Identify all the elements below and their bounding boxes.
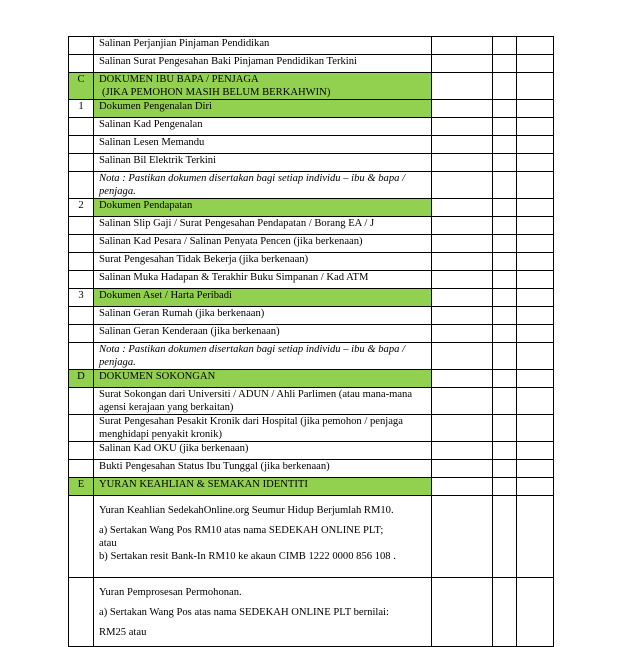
item-text: Salinan Geran Kenderaan (jika berkenaan) xyxy=(94,325,432,343)
fee-line: a) Sertakan Wang Pos RM10 atas nama SEDEKAH ONLINE PLT; xyxy=(99,525,384,536)
item-text: Bukti Pengesahan Status Ibu Tunggal (jika berkenaan) xyxy=(94,460,432,478)
check-col-a xyxy=(432,217,493,235)
check-col-a xyxy=(432,307,493,325)
check-col-c xyxy=(517,73,554,100)
check-col-b xyxy=(493,235,517,253)
row-number xyxy=(69,118,94,136)
row-number xyxy=(69,388,94,415)
check-col-a xyxy=(432,496,493,578)
row-number xyxy=(69,172,94,199)
row-number: 2 xyxy=(69,199,94,217)
check-col-b xyxy=(493,325,517,343)
check-col-a xyxy=(432,388,493,415)
check-col-c xyxy=(517,307,554,325)
check-col-a xyxy=(432,271,493,289)
table-row xyxy=(69,136,554,154)
item-text: Surat Pengesahan Pesakit Kronik dari Hospital (jika pemohon / penjaga menghidapi penyakit kronik) xyxy=(94,415,432,442)
table-row xyxy=(69,271,554,289)
table-row xyxy=(69,118,554,136)
fee-line: RM25 atau xyxy=(99,627,147,638)
row-number: E xyxy=(69,478,94,496)
check-col-b xyxy=(493,253,517,271)
row-number: 3 xyxy=(69,289,94,307)
fee-description xyxy=(94,578,432,647)
item-text: Salinan Bil Elektrik Terkini xyxy=(94,154,432,172)
check-col-b xyxy=(493,460,517,478)
check-col-b xyxy=(493,73,517,100)
check-col-a xyxy=(432,289,493,307)
check-col-c xyxy=(517,460,554,478)
table-row xyxy=(69,217,554,235)
check-col-c xyxy=(517,217,554,235)
check-col-c xyxy=(517,154,554,172)
row-number xyxy=(69,235,94,253)
check-col-c xyxy=(517,172,554,199)
table-row xyxy=(69,73,554,100)
note-text: Nota : Pastikan dokumen disertakan bagi setiap individu – ibu & bapa / penjaga. xyxy=(94,343,432,370)
check-col-b xyxy=(493,289,517,307)
item-text: Surat Sokongan dari Universiti / ADUN / Ahli Parlimen (atau mana-mana agensi kerajaan yang berkaitan) xyxy=(94,388,432,415)
fee-line: b) Sertakan resit Bank-In RM10 ke akaun CIMB 1222 0000 856 108 . xyxy=(99,551,396,562)
check-col-a xyxy=(432,100,493,118)
check-col-c xyxy=(517,136,554,154)
row-number xyxy=(69,496,94,578)
item-text: Salinan Kad Pesara / Salinan Penyata Pencen (jika berkenaan) xyxy=(94,235,432,253)
table-row xyxy=(69,199,554,217)
note-text: Nota : Pastikan dokumen disertakan bagi setiap individu – ibu & bapa / penjaga. xyxy=(94,172,432,199)
table-row xyxy=(69,388,554,415)
section-header: Dokumen Pendapatan xyxy=(94,199,432,217)
check-col-a xyxy=(432,136,493,154)
check-col-a xyxy=(432,172,493,199)
table-row xyxy=(69,578,554,647)
table-row xyxy=(69,55,554,73)
fee-line: Yuran Keahlian SedekahOnline.org Seumur Hidup Berjumlah RM10. xyxy=(99,505,394,516)
document-checklist-table xyxy=(68,36,554,647)
table-row xyxy=(69,235,554,253)
check-col-a xyxy=(432,37,493,55)
check-col-a xyxy=(432,343,493,370)
table-row xyxy=(69,37,554,55)
check-col-c xyxy=(517,271,554,289)
check-col-b xyxy=(493,370,517,388)
table-row xyxy=(69,442,554,460)
check-col-c xyxy=(517,100,554,118)
section-title: DOKUMEN IBU BAPA / PENJAGA xyxy=(99,74,259,85)
check-col-c xyxy=(517,235,554,253)
fee-description xyxy=(94,496,432,578)
check-col-c xyxy=(517,289,554,307)
check-col-a xyxy=(432,370,493,388)
row-number xyxy=(69,415,94,442)
item-text: Salinan Kad OKU (jika berkenaan) xyxy=(94,442,432,460)
check-col-c xyxy=(517,478,554,496)
row-number: C xyxy=(69,73,94,100)
check-col-b xyxy=(493,271,517,289)
check-col-a xyxy=(432,478,493,496)
row-number xyxy=(69,343,94,370)
table-row xyxy=(69,289,554,307)
section-subtitle: (JIKA PEMOHON MASIH BELUM BERKAHWIN) xyxy=(102,87,331,98)
section-header: Dokumen Pengenalan Diri xyxy=(94,100,432,118)
row-number xyxy=(69,37,94,55)
check-col-c xyxy=(517,496,554,578)
check-col-b xyxy=(493,307,517,325)
row-number xyxy=(69,578,94,647)
check-col-a xyxy=(432,154,493,172)
table-row xyxy=(69,100,554,118)
check-col-b xyxy=(493,37,517,55)
row-number xyxy=(69,136,94,154)
check-col-c xyxy=(517,388,554,415)
row-number xyxy=(69,55,94,73)
check-col-a xyxy=(432,55,493,73)
check-col-c xyxy=(517,118,554,136)
row-number xyxy=(69,271,94,289)
item-text: Surat Pengesahan Tidak Bekerja (jika berkenaan) xyxy=(94,253,432,271)
section-header: YURAN KEAHLIAN & SEMAKAN IDENTITI xyxy=(94,478,432,496)
item-text: Salinan Lesen Memandu xyxy=(94,136,432,154)
row-number: D xyxy=(69,370,94,388)
check-col-a xyxy=(432,235,493,253)
fee-line: atau xyxy=(99,538,117,549)
check-col-b xyxy=(493,217,517,235)
item-text: Salinan Slip Gaji / Surat Pengesahan Pendapatan / Borang EA / J xyxy=(94,217,432,235)
check-col-c xyxy=(517,343,554,370)
item-text: Salinan Perjanjian Pinjaman Pendidikan xyxy=(94,37,432,55)
row-number xyxy=(69,217,94,235)
check-col-b xyxy=(493,55,517,73)
check-col-a xyxy=(432,578,493,647)
table-row xyxy=(69,370,554,388)
check-col-c xyxy=(517,415,554,442)
table-row xyxy=(69,496,554,578)
check-col-b xyxy=(493,415,517,442)
check-col-c xyxy=(517,325,554,343)
row-number: 1 xyxy=(69,100,94,118)
check-col-c xyxy=(517,442,554,460)
check-col-c xyxy=(517,578,554,647)
check-col-b xyxy=(493,154,517,172)
table-row xyxy=(69,154,554,172)
check-col-b xyxy=(493,388,517,415)
check-col-a xyxy=(432,415,493,442)
section-header: DOKUMEN SOKONGAN xyxy=(94,370,432,388)
fee-line: a) Sertakan Wang Pos atas nama SEDEKAH ONLINE PLT bernilai: xyxy=(99,607,389,618)
item-text: Salinan Muka Hadapan & Terakhir Buku Simpanan / Kad ATM xyxy=(94,271,432,289)
row-number xyxy=(69,307,94,325)
check-col-b xyxy=(493,172,517,199)
table-row xyxy=(69,460,554,478)
row-number xyxy=(69,442,94,460)
check-col-a xyxy=(432,325,493,343)
check-col-c xyxy=(517,37,554,55)
check-col-c xyxy=(517,370,554,388)
check-col-b xyxy=(493,199,517,217)
check-col-b xyxy=(493,496,517,578)
section-header xyxy=(94,73,432,100)
check-col-b xyxy=(493,578,517,647)
item-text: Salinan Surat Pengesahan Baki Pinjaman Pendidikan Terkini xyxy=(94,55,432,73)
item-text: Salinan Geran Rumah (jika berkenaan) xyxy=(94,307,432,325)
table-row xyxy=(69,478,554,496)
table-row xyxy=(69,307,554,325)
table-row xyxy=(69,325,554,343)
check-col-a xyxy=(432,73,493,100)
check-col-c xyxy=(517,199,554,217)
check-col-b xyxy=(493,442,517,460)
check-col-a xyxy=(432,253,493,271)
section-header: Dokumen Aset / Harta Peribadi xyxy=(94,289,432,307)
check-col-b xyxy=(493,100,517,118)
check-col-a xyxy=(432,460,493,478)
check-col-a xyxy=(432,199,493,217)
check-col-b xyxy=(493,118,517,136)
row-number xyxy=(69,154,94,172)
check-col-b xyxy=(493,136,517,154)
fee-line: Yuran Pemprosesan Permohonan. xyxy=(99,587,242,598)
check-col-c xyxy=(517,253,554,271)
check-col-a xyxy=(432,118,493,136)
check-col-b xyxy=(493,343,517,370)
row-number xyxy=(69,460,94,478)
row-number xyxy=(69,325,94,343)
table-row xyxy=(69,172,554,199)
table-row xyxy=(69,343,554,370)
row-number xyxy=(69,253,94,271)
check-col-c xyxy=(517,55,554,73)
check-col-a xyxy=(432,442,493,460)
item-text: Salinan Kad Pengenalan xyxy=(94,118,432,136)
table-row xyxy=(69,415,554,442)
check-col-b xyxy=(493,478,517,496)
table-row xyxy=(69,253,554,271)
